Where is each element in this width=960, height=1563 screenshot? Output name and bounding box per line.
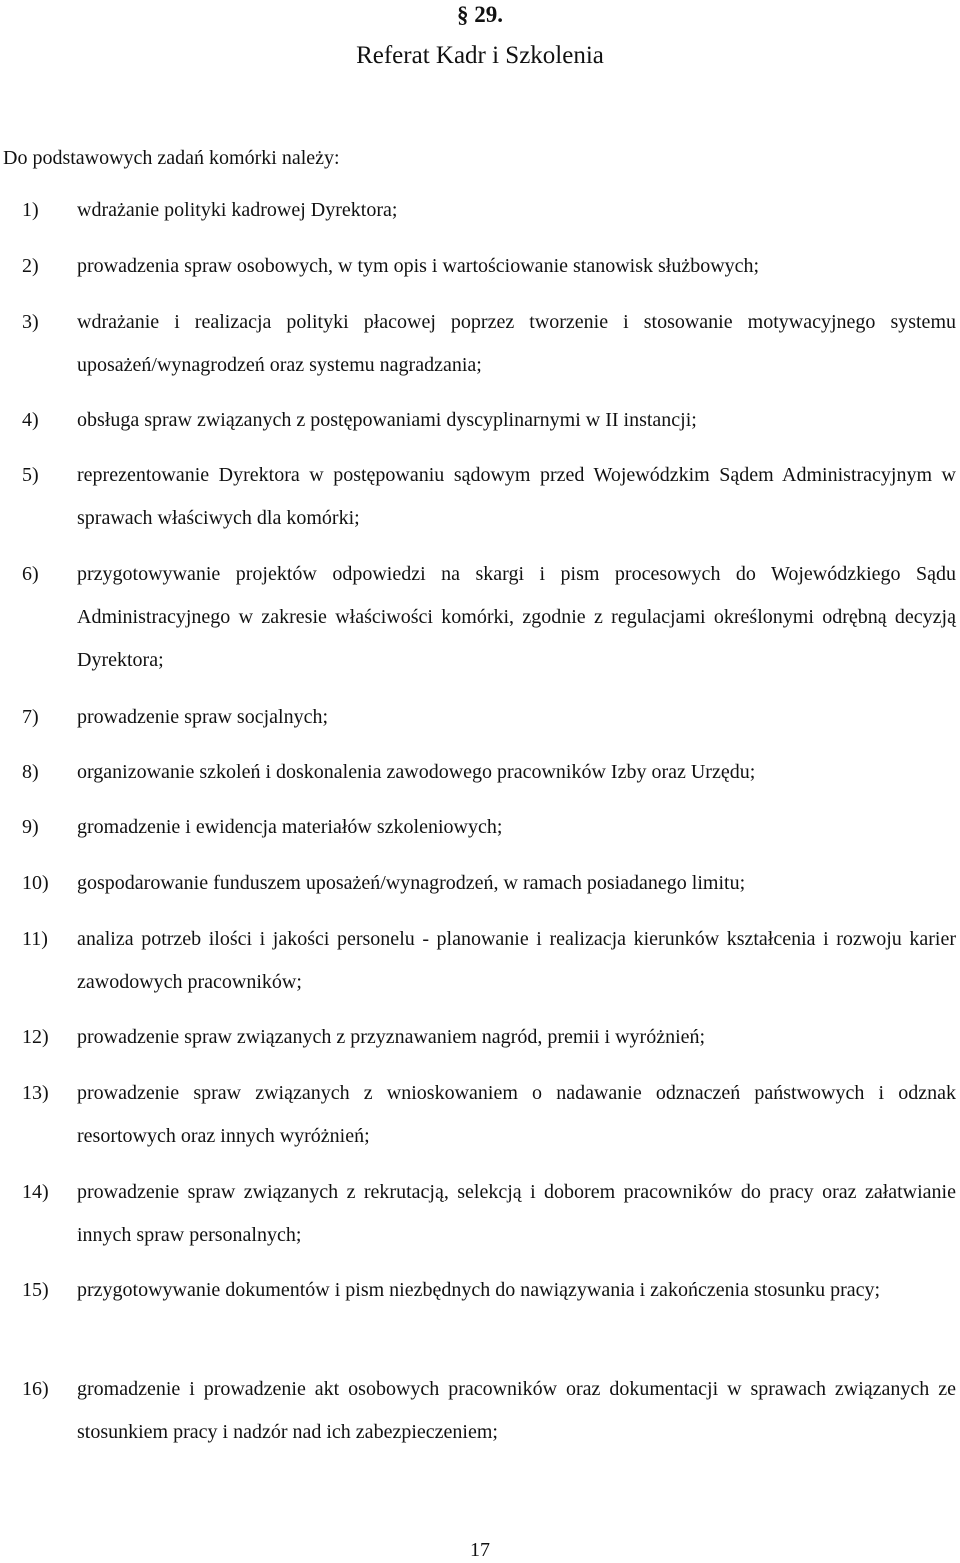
item-number: 14) [22,1181,49,1203]
section-title: Referat Kadr i Szkolenia [356,42,604,69]
item-text: gospodarowanie funduszem uposażeń/wynagrodzeń, w ramach posiadanego limitu; [77,872,746,894]
item-number: 9) [22,816,39,838]
section-number: § 29. [457,2,503,27]
item-text: analiza potrzeb ilości i jakości personelu - planowanie i realizacja kierunków kształcenia i rozwoju karier zawodowych pracowników; [77,928,956,993]
item-text: organizowanie szkoleń i doskonalenia zawodowego pracowników Izby oraz Urzędu; [77,761,756,783]
intro-text: Do podstawowych zadań komórki należy: [3,147,340,169]
item-text: gromadzenie i prowadzenie akt osobowych pracowników oraz dokumentacji w sprawach związanych ze stosunkiem pracy i nadzór nad ich zabezpieczeniem; [77,1378,956,1443]
item-number: 7) [22,706,39,728]
item-number: 15) [22,1279,49,1301]
item-number: 3) [22,311,39,333]
item-text: prowadzenie spraw socjalnych; [77,706,329,728]
item-number: 6) [22,563,39,585]
item-number: 1) [22,199,39,221]
item-number: 2) [22,255,39,277]
item-text: prowadzenie spraw związanych z przyznawaniem nagród, premii i wyróżnień; [77,1026,706,1048]
item-text: wdrażanie i realizacja polityki płacowej poprzez tworzenie i stosowanie motywacyjnego systemu uposażeń/wynagrodzeń oraz systemu nagradzania; [77,311,956,376]
item-text: gromadzenie i ewidencja materiałów szkoleniowych; [77,816,503,838]
item-text: prowadzenie spraw związanych z rekrutacją, selekcją i doborem pracowników do pracy oraz załatwianie innych spraw personalnych; [77,1181,956,1246]
item-text: przygotowywanie dokumentów i pism niezbędnych do nawiązywania i zakończenia stosunku pracy; [77,1279,881,1301]
item-number: 12) [22,1026,49,1048]
item-number: 5) [22,464,39,486]
item-number: 11) [22,928,48,950]
item-text: wdrażanie polityki kadrowej Dyrektora; [77,199,398,221]
item-text: przygotowywanie projektów odpowiedzi na skargi i pism procesowych do Wojewódzkiego Sądu Administracyjnego w zakresie właściwości komórki, zgodnie z regulacjami określonymi odrębną decyzją Dyrektora; [77,563,956,671]
item-number: 10) [22,872,49,894]
item-number: 4) [22,409,39,431]
item-number: 13) [22,1082,49,1104]
item-text: reprezentowanie Dyrektora w postępowaniu sądowym przed Wojewódzkim Sądem Administracyjnym w sprawach właściwych dla komórki; [77,464,956,529]
item-text: obsługa spraw związanych z postępowaniami dyscyplinarnymi w II instancji; [77,409,697,431]
item-text: prowadzenie spraw związanych z wnioskowaniem o nadawanie odznaczeń państwowych i odznak resortowych oraz innych wyróżnień; [77,1082,956,1147]
item-number: 8) [22,761,39,783]
page-number: 17 [470,1539,490,1561]
item-text: prowadzenia spraw osobowych, w tym opis i wartościowanie stanowisk służbowych; [77,255,760,277]
item-number: 16) [22,1378,49,1400]
